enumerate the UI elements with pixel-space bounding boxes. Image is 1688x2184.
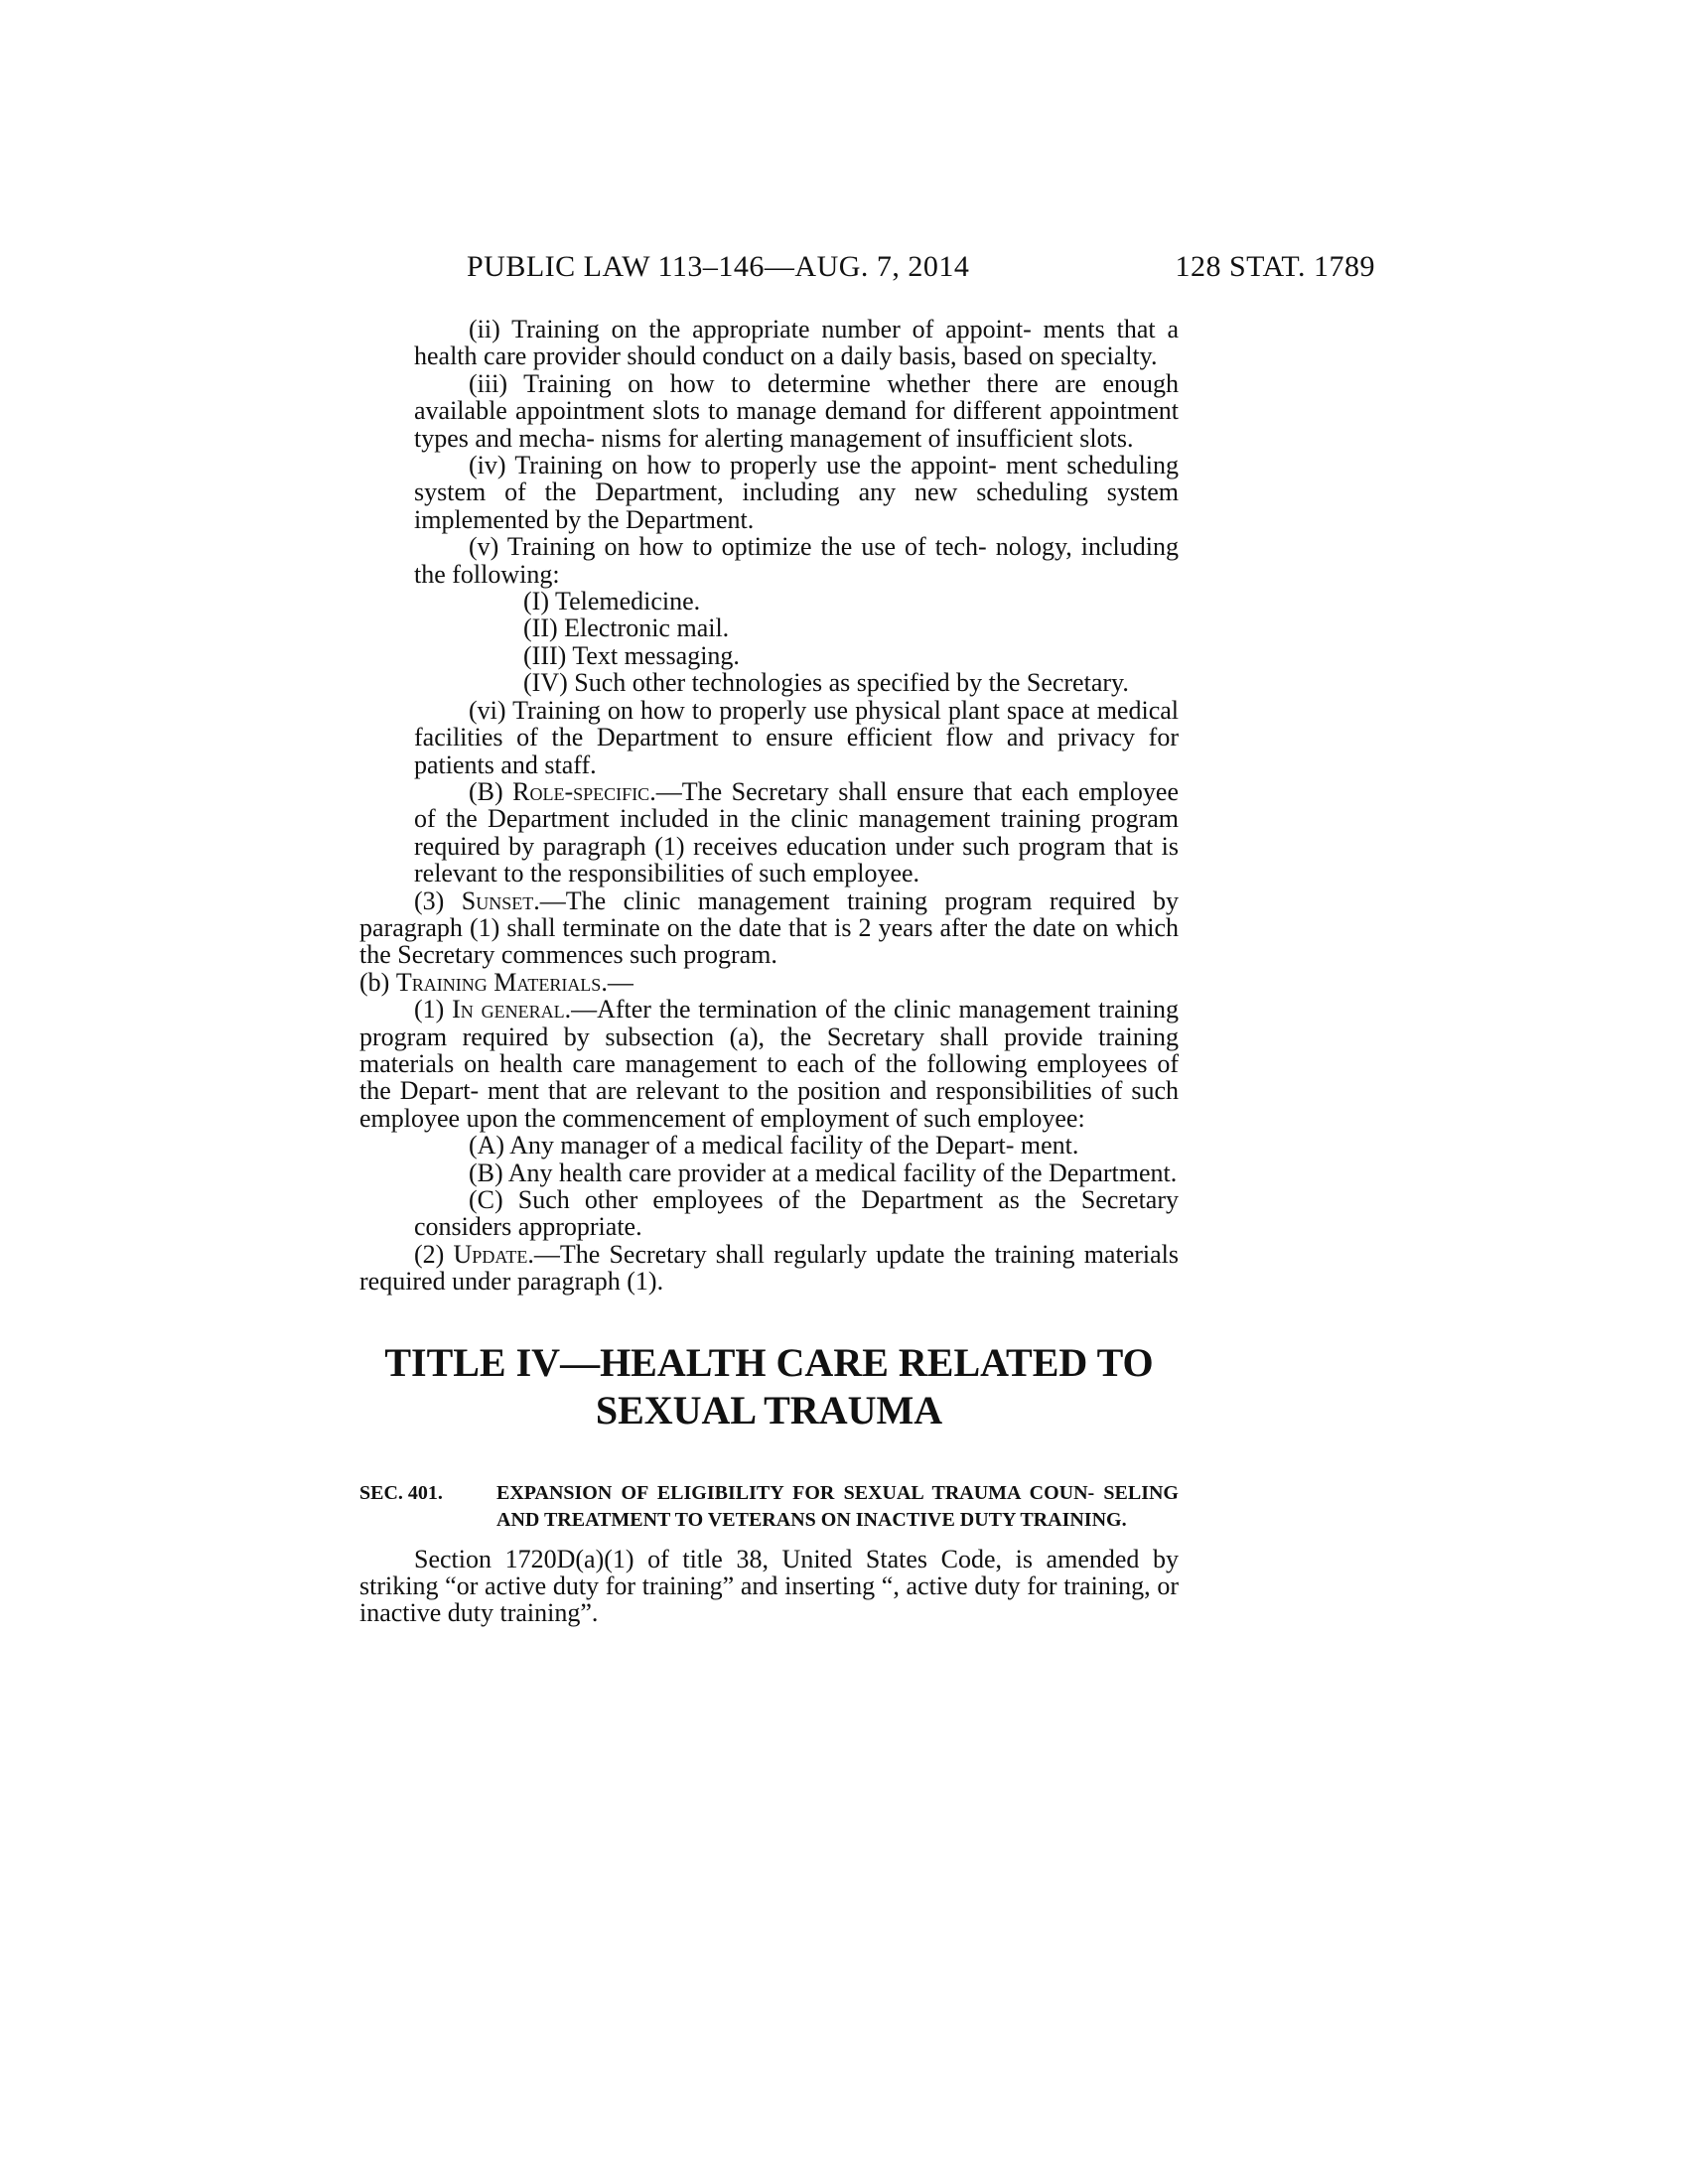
section-heading xyxy=(359,1480,1179,1534)
section-number: SEC. 401. xyxy=(359,1481,443,1504)
header-statute-page: 128 STAT. 1789 xyxy=(1175,250,1375,283)
clause-iv: (iv) Training on how to properly use the appoint- ment scheduling system of the Department, including any new scheduling system implemented by the Department. xyxy=(414,451,1179,534)
clause-iii: (iii) Training on how to determine whether there are enough available appointment slots to manage demand for different appointment types and mecha- nisms for alerting management of insufficient slots. xyxy=(414,368,1180,453)
section-body: Section 1720D(a)(1) of title 38, United States Code, is amended by striking “or active duty for training” and inserting “, active duty for training, or inactive duty training”. xyxy=(359,1544,1179,1628)
subclause-II: (II) Electronic mail. xyxy=(523,614,730,643)
subparagraph-b-C: (C) Such other employees of the Department as the Secretary considers appropriate. xyxy=(414,1185,1179,1242)
title-heading xyxy=(359,1339,1179,1434)
clause-ii: (ii) Training on the appropriate number of appoint- ments that a health care provider should conduct on a daily basis, based on specialty. xyxy=(414,315,1180,371)
subparagraph-B-heading: Role-specific xyxy=(512,776,650,806)
clause-v: (v) Training on how to optimize the use of tech- nology, including the following: xyxy=(414,532,1180,589)
subparagraph-B-role-specific: (B) Role-specific.—The Secretary shall ensure that each employee of the Department included in the clinic management training program required by paragraph (1) receives education under such program that is relevant to the responsibilities of such employee. xyxy=(414,776,1179,888)
subsection-b-heading: Training Materials xyxy=(395,967,602,997)
section-title: EXPANSION OF ELIGIBILITY FOR SEXUAL TRAUMA COUN- SELING AND TREATMENT TO VETERANS ON INACTIVE DUTY TRAINING. xyxy=(496,1481,1179,1531)
subparagraph-b-A: (A) Any manager of a medical facility of the Depart- ment. xyxy=(469,1131,1079,1160)
clause-vi: (vi) Training on how to properly use physical plant space at medical facilities of the Department to ensure efficient flow and privacy for patients and staff. xyxy=(414,695,1180,779)
paragraph-2-heading: Update xyxy=(453,1239,528,1269)
page-body xyxy=(359,316,1179,1627)
title-line-2: SEXUAL TRAUMA xyxy=(595,1387,943,1433)
subparagraph-b-B: (B) Any health care provider at a medical facility of the Department. xyxy=(469,1158,1178,1187)
subclause-IV: (IV) Such other technologies as specified by the Secretary. xyxy=(523,668,1129,698)
running-header xyxy=(467,250,1375,290)
subclause-I: (I) Telemedicine. xyxy=(523,587,701,616)
title-line-1: TITLE IV—HEALTH CARE RELATED TO xyxy=(384,1339,1154,1385)
paragraph-3-sunset: (3) Sunset.—The clinic management training program required by paragraph (1) shall terminate on the date that is 2 years after the date on which the Secretary commences such program. xyxy=(359,886,1179,970)
subsection-b-training-materials: (b) Training Materials.— xyxy=(359,967,633,997)
header-public-law: PUBLIC LAW 113–146—AUG. 7, 2014 xyxy=(467,250,970,283)
subclause-III: (III) Text messaging. xyxy=(523,640,740,670)
paragraph-1-in-general: (1) In general.—After the termination of the clinic management training program required by subsection (a), the Secretary shall provide training materials on health care management to each of the following employees of the Depart- ment that are relevant to the position and responsibilities of such employee upon the commencement of employment of such employee: xyxy=(359,995,1179,1133)
paragraph-2-update: (2) Update.—The Secretary shall regularly update the training materials required under paragraph (1). xyxy=(359,1239,1179,1297)
paragraph-3-heading: Sunset xyxy=(461,886,534,915)
paragraph-1-heading: In general xyxy=(452,995,565,1024)
